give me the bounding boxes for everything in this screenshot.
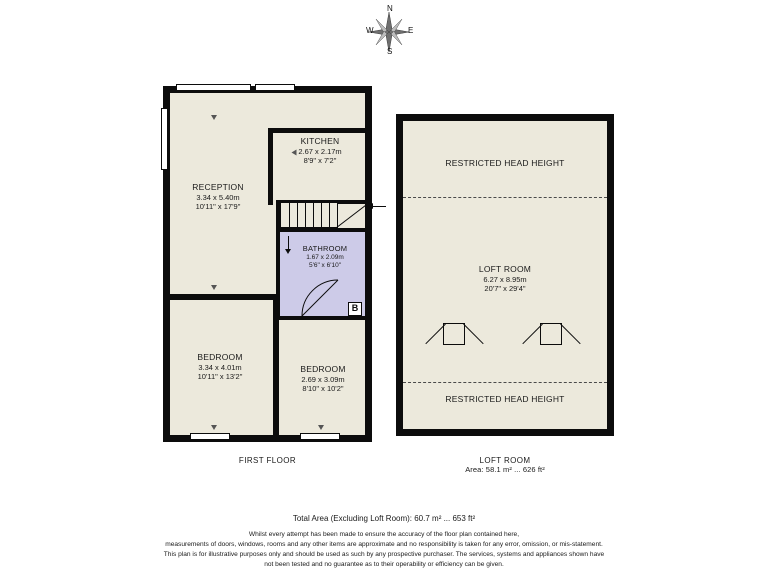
wall-right — [365, 86, 372, 442]
stair-treads — [281, 203, 337, 227]
restricted-head-label-bottom: RESTRICTED HEAD HEIGHT — [445, 394, 565, 404]
disclaimer — [0, 530, 768, 570]
room-label-bathroom: BATHROOM 1.67 x 2.09m 5'6" x 6'10" — [302, 244, 348, 269]
loft-rooflight-right — [540, 323, 562, 345]
door-marker-bedroom2 — [318, 425, 324, 430]
compass-north-label: N — [387, 4, 393, 13]
loft-wall-left — [396, 114, 403, 436]
disclaimer-line-1: Whilst every attempt has been made to ensure the accuracy of the floor plan contained here, — [248, 531, 520, 538]
restricted-head-line-bottom — [403, 382, 607, 383]
footer — [0, 514, 768, 570]
boiler-marker: B — [348, 302, 362, 316]
stair-landing — [336, 200, 372, 230]
door-marker-reception-bottom — [211, 285, 217, 290]
room-label-bedroom-1: BEDROOM 3.34 x 4.01m 10'11" x 13'2" — [197, 352, 243, 382]
wall-kitchen-left — [268, 130, 273, 205]
total-area-text: Total Area (Excluding Loft Room): 60.7 m² ... 653 ft² — [292, 514, 476, 523]
restricted-head-line-top — [403, 197, 607, 198]
bathroom-door-swing — [300, 278, 342, 318]
room-label-reception: RECEPTION 3.34 x 5.40m 10'11" x 17'9" — [192, 182, 244, 212]
compass-south-label: S — [387, 47, 393, 56]
loft-rooflight-left — [443, 323, 465, 345]
loft-wall-bottom — [396, 429, 614, 436]
staircase — [280, 202, 338, 228]
compass-rose — [358, 6, 420, 58]
stair-direction-arrow — [368, 203, 373, 209]
disclaimer-line-2: measurements of doors, windows, rooms and any other items are approximate and no responsibility is taken for any error, omission, or mis-statement. — [165, 540, 603, 548]
window-left-side — [161, 108, 168, 170]
window-bottom-right — [300, 433, 340, 440]
room-label-loft: LOFT ROOM 6.27 x 8.95m 20'7" x 29'4" — [478, 264, 532, 294]
restricted-head-label-top: RESTRICTED HEAD HEIGHT — [445, 158, 565, 168]
loft-wall-top — [396, 114, 614, 121]
room-label-kitchen: KITCHEN 2.67 x 2.17m 8'9" x 7'2" — [298, 136, 342, 166]
room-label-bedroom-2: BEDROOM 2.69 x 3.09m 8'10" x 10'2" — [300, 364, 346, 394]
wall-reception-bedroom — [163, 294, 278, 300]
door-marker-reception-top — [211, 115, 217, 120]
window-top-right — [255, 84, 295, 91]
first-floor-caption: FIRST FLOOR — [238, 456, 297, 465]
compass-east-label: E — [408, 26, 414, 35]
door-marker-bedroom1 — [211, 425, 217, 430]
window-bottom-left — [190, 433, 230, 440]
stair-arrow-stem — [372, 206, 386, 207]
loft-wall-right — [607, 114, 614, 436]
loft-caption: LOFT ROOM Area: 58.1 m² ... 626 ft² — [465, 456, 545, 474]
window-top-left — [176, 84, 251, 91]
disclaimer-line-3: This plan is for illustrative purposes only and should be used as such by any prospective purchaser. The services, systems and appliances shown have — [163, 550, 605, 558]
disclaimer-line-4: not been tested and no guarantee as to their operability or efficiency can be given. — [264, 560, 504, 568]
wall-kitchen-top — [268, 128, 372, 133]
compass-west-label: W — [366, 26, 374, 35]
